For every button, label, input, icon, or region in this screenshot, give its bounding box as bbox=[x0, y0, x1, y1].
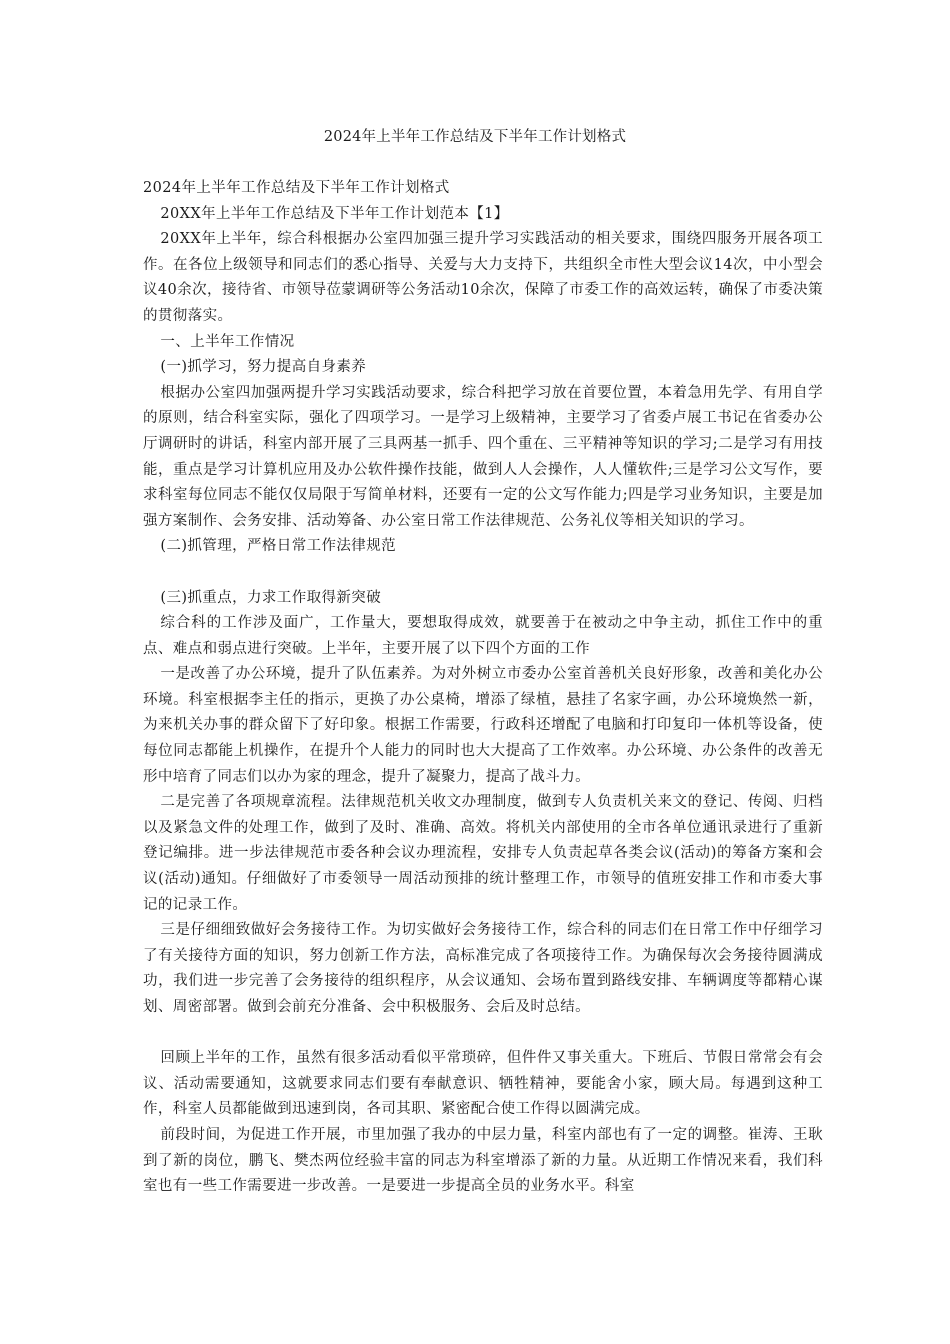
environment-paragraph: 一是改善了办公环境，提升了队伍素养。为对外树立市委办公室首善机关良好形象，改善和美化办公环境。科室根据李主任的指示，更换了办公桌椅，增添了绿植，悬挂了名家字画，办公环境焕然一新，为来机关办事的群众留下了好印象。根据工作需要，行政科还增配了电脑和打印复印一体机等设备，使每位同志都能上机操作，在提升个人能力的同时也大大提高了工作效率。办公环境、办公条件的改善无形中培育了同志们以办为家的理念，提升了凝聚力，提高了战斗力。 bbox=[143, 666, 823, 785]
subsection-heading-2: (二)抓管理，严格日常工作法律规范 bbox=[160, 538, 397, 555]
study-paragraph: 根据办公室四加强两提升学习实践活动要求，综合科把学习放在首要位置，本着急用先学、有用自学的原则，结合科室实际，强化了四项学习。一是学习上级精神，主要学习了省委卢展工书记在省委办公厅调研时的讲话，科室内部开展了三具两基一抓手、四个重在、三平精神等知识的学习;二是学习有用技能，重点是学习计算机应用及办公软件操作技能，做到人人会操作，人人懂软件;三是学习公文写作，要求科室每位同志不能仅仅局限于写简单材料，还要有一定的公文写作能力;四是学习业务知识，主要是加强方案制作、会务安排、活动筹备、办公室日常工作法律规范、公务礼仪等相关知识的学习。 bbox=[143, 384, 823, 529]
subsection-heading-1: (一)抓学习，努力提高自身素养 bbox=[160, 359, 367, 376]
review-paragraph: 回顾上半年的工作，虽然有很多活动看似平常琐碎，但件件又事关重大。下班后、节假日常常会有会议、活动需要通知，这就要求同志们要有奉献意识、牺牲精神，要能舍小家，顾大局。每遇到这种工作，科室人员都能做到迅速到岗，各司其职、紧密配合使工作得以圆满完成。 bbox=[143, 1050, 823, 1118]
blank-line bbox=[143, 1021, 823, 1047]
blank-line bbox=[143, 560, 823, 586]
document-title: 2024年上半年工作总结及下半年工作计划格式 bbox=[323, 129, 627, 145]
rules-paragraph: 二是完善了各项规章流程。法律规范机关收文办理制度，做到专人负责机关来文的登记、传阅、归档以及紧急文件的处理工作，做到了及时、准确、高效。将机关内部使用的全市各单位通讯录进行了重新登记编排。进一步法律规范市委各种会议办理流程，安排专人负责起草各类会议(活动)的筹备方案和会议(活动)通知。仔细做好了市委领导一周活动预排的统计整理工作，市领导的值班安排工作和市委大事记的记录工作。 bbox=[143, 794, 823, 913]
intro-paragraph: 20XX年上半年，综合科根据办公室四加强三提升学习实践活动的相关要求，围绕四服务开展各项工作。在各位上级领导和同志们的悉心指导、关爱与大力支持下，共组织全市性大型会议14次，中小型会议40余次，接待省、市领导莅蒙调研等公务活动10余次，保障了市委工作的高效运转，确保了市委决策的贯彻落实。 bbox=[143, 231, 823, 324]
subsection-heading-3: (三)抓重点，力求工作取得新突破 bbox=[160, 589, 382, 606]
adjustment-paragraph: 前段时间，为促进工作开展，市里加强了我办的中层力量，科室内部也有了一定的调整。崔涛、王耿到了新的岗位，鹏飞、樊杰两位经验丰富的同志为科室增添了新的力量。从近期工作情况来看，我们科室也有一些工作需要进一步改善。一是要进一步提高全员的业务水平。科室 bbox=[143, 1126, 823, 1195]
sample-heading: 20XX年上半年工作总结及下半年工作计划范本【1】 bbox=[160, 205, 509, 222]
reception-paragraph: 三是仔细细致做好会务接待工作。为切实做好会务接待工作，综合科的同志们在日常工作中仔细学习了有关接待方面的知识，努力创新工作方法，高标准完成了各项接待工作。为确保每次会务接待圆满成功，我们进一步完善了会务接待的组织程序，从会议通知、会场布置到路线安排、车辆调度等都精心谋划、周密部署。做到会前充分准备、会中积极服务、会后及时总结。 bbox=[143, 922, 823, 1015]
focus-paragraph: 综合科的工作涉及面广，工作量大，要想取得成效，就要善于在被动之中争主动，抓住工作中的重点、难点和弱点进行突破。上半年，主要开展了以下四个方面的工作 bbox=[143, 615, 823, 657]
document-subtitle: 2024年上半年工作总结及下半年工作计划格式 bbox=[143, 180, 450, 196]
document-body bbox=[143, 176, 823, 1200]
section-heading-1: 一、上半年工作情况 bbox=[160, 333, 295, 350]
